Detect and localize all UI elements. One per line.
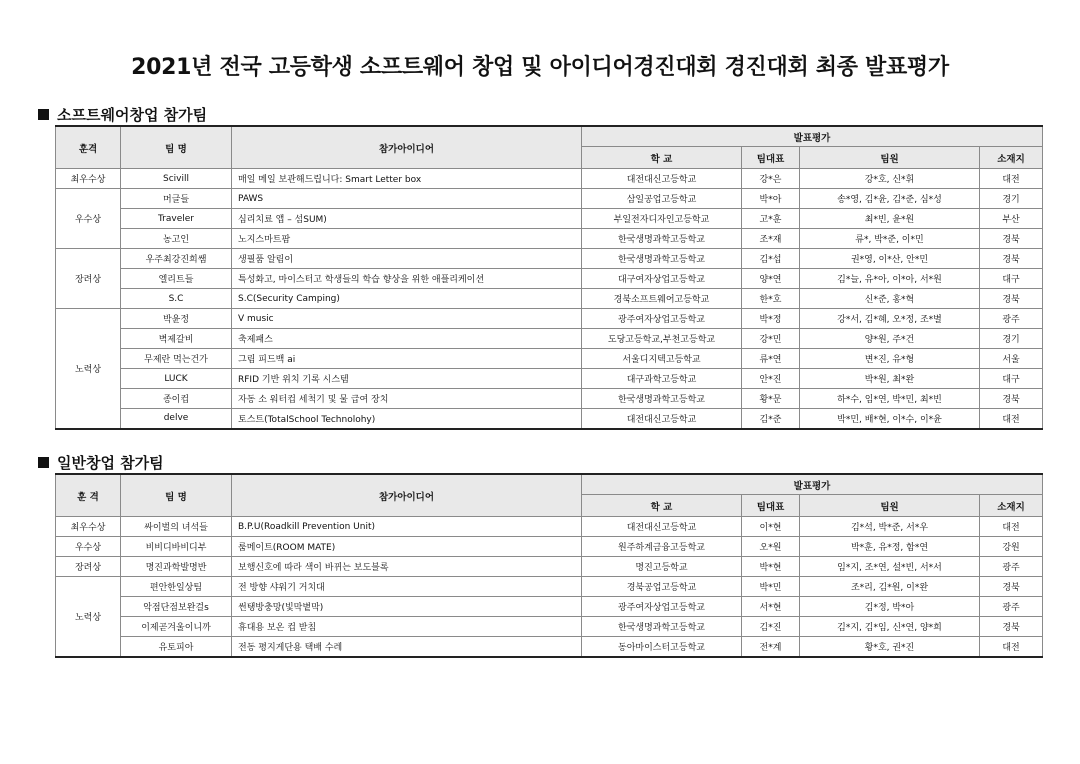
leader-cell: 김*진 — [742, 617, 800, 637]
header-team: 팀 명 — [121, 126, 232, 169]
region-cell: 광주 — [980, 597, 1043, 617]
header-school: 학 교 — [582, 147, 742, 169]
idea-cell: 자동 소 워터컵 세척기 및 물 급여 장치 — [232, 389, 582, 409]
leader-cell: 황*문 — [742, 389, 800, 409]
team-name-cell: LUCK — [121, 369, 232, 389]
members-cell: 김*늘, 유*아, 이*아, 서*원 — [800, 269, 980, 289]
leader-cell: 한*호 — [742, 289, 800, 309]
school-cell: 서울디지텍고등학교 — [582, 349, 742, 369]
leader-cell: 서*현 — [742, 597, 800, 617]
header-region: 소재지 — [980, 147, 1043, 169]
members-cell: 송*영, 김*윤, 김*준, 심*성 — [800, 189, 980, 209]
square-bullet-icon — [38, 109, 49, 120]
leader-cell: 류*연 — [742, 349, 800, 369]
leader-cell: 김*준 — [742, 409, 800, 429]
team-name-cell: 농고인 — [121, 229, 232, 249]
award-cell: 장려상 — [56, 249, 121, 309]
header-leader: 팀대표 — [742, 147, 800, 169]
team-name-cell: 비비디바비디부 — [121, 537, 232, 557]
idea-cell: 전 방향 샤워기 거치대 — [232, 577, 582, 597]
header-eval: 발표평가 — [582, 474, 1043, 495]
school-cell: 부일전자디자인고등학교 — [582, 209, 742, 229]
region-cell: 대전 — [980, 169, 1043, 189]
members-cell: 조*리, 김*원, 이*완 — [800, 577, 980, 597]
leader-cell: 김*섭 — [742, 249, 800, 269]
region-cell: 광주 — [980, 557, 1043, 577]
table-row — [56, 229, 1043, 249]
members-cell: 신*준, 홍*혁 — [800, 289, 980, 309]
header-team: 팀 명 — [121, 474, 232, 517]
region-cell: 경북 — [980, 249, 1043, 269]
leader-cell: 강*민 — [742, 329, 800, 349]
header-members: 팀원 — [800, 495, 980, 517]
school-cell: 명진고등학교 — [582, 557, 742, 577]
team-name-cell: S.C — [121, 289, 232, 309]
idea-cell: RFID 기반 위치 기록 시스템 — [232, 369, 582, 389]
school-cell: 대구과학고등학교 — [582, 369, 742, 389]
school-cell: 광주여자상업고등학교 — [582, 597, 742, 617]
region-cell: 대구 — [980, 269, 1043, 289]
team-name-cell: 이제곧겨울이니까 — [121, 617, 232, 637]
section-heading-text: 일반창업 참가팀 — [57, 454, 164, 472]
section-heading-software — [38, 104, 207, 125]
members-cell: 박*원, 최*완 — [800, 369, 980, 389]
members-cell: 류*, 박*준, 이*민 — [800, 229, 980, 249]
school-cell: 동아마이스터고등학교 — [582, 637, 742, 657]
idea-cell: B.P.U(Roadkill Prevention Unit) — [232, 517, 582, 537]
members-cell: 박*민, 배*현, 이*수, 이*윤 — [800, 409, 980, 429]
leader-cell: 이*현 — [742, 517, 800, 537]
team-name-cell: 유토피아 — [121, 637, 232, 657]
members-cell: 김*정, 박*아 — [800, 597, 980, 617]
idea-cell: 전동 평지게단용 택배 수레 — [232, 637, 582, 657]
school-cell: 경북소프트웨어고등학교 — [582, 289, 742, 309]
members-cell: 김*석, 박*준, 서*우 — [800, 517, 980, 537]
idea-cell: V music — [232, 309, 582, 329]
team-name-cell: 무제란 먹는건가 — [121, 349, 232, 369]
leader-cell: 조*재 — [742, 229, 800, 249]
leader-cell: 박*현 — [742, 557, 800, 577]
table-row — [56, 369, 1043, 389]
table-body — [56, 169, 1043, 429]
award-cell: 장려상 — [56, 557, 121, 577]
software-team-table — [55, 125, 1043, 430]
award-cell: 우수상 — [56, 537, 121, 557]
leader-cell: 박*민 — [742, 577, 800, 597]
members-cell: 권*영, 이*산, 안*민 — [800, 249, 980, 269]
idea-cell: PAWS — [232, 189, 582, 209]
team-name-cell: delve — [121, 409, 232, 429]
table-row — [56, 249, 1043, 269]
header-leader: 팀대표 — [742, 495, 800, 517]
idea-cell: 보행신호에 따라 색이 바뀌는 보도블록 — [232, 557, 582, 577]
header-school: 학 교 — [582, 495, 742, 517]
idea-cell: 매일 메일 보관해드립니다: Smart Letter box — [232, 169, 582, 189]
table-row — [56, 289, 1043, 309]
members-cell: 최*빈, 윤*원 — [800, 209, 980, 229]
header-region: 소재지 — [980, 495, 1043, 517]
leader-cell: 안*진 — [742, 369, 800, 389]
award-cell: 노력상 — [56, 309, 121, 429]
table-row — [56, 269, 1043, 289]
team-name-cell: 우주최강진희쌤 — [121, 249, 232, 269]
team-name-cell: 머글들 — [121, 189, 232, 209]
leader-cell: 강*은 — [742, 169, 800, 189]
table-row — [56, 189, 1043, 209]
region-cell: 경북 — [980, 617, 1043, 637]
header-award: 훈격 — [56, 126, 121, 169]
award-cell: 우수상 — [56, 189, 121, 249]
members-cell: 변*진, 유*형 — [800, 349, 980, 369]
header-members: 팀원 — [800, 147, 980, 169]
region-cell: 대전 — [980, 409, 1043, 429]
header-idea: 참가아이디어 — [232, 474, 582, 517]
region-cell: 경기 — [980, 329, 1043, 349]
idea-cell: 특성화고, 마이스터고 학생들의 학습 향상을 위한 애플리케이션 — [232, 269, 582, 289]
table-body — [56, 517, 1043, 657]
school-cell: 삼일공업고등학교 — [582, 189, 742, 209]
square-bullet-icon — [38, 457, 49, 468]
table-row — [56, 329, 1043, 349]
members-cell: 양*원, 주*건 — [800, 329, 980, 349]
region-cell: 경북 — [980, 229, 1043, 249]
team-name-cell: Scivill — [121, 169, 232, 189]
header-award: 훈 격 — [56, 474, 121, 517]
idea-cell: 노지스마트팜 — [232, 229, 582, 249]
table-row — [56, 169, 1043, 189]
region-cell: 경북 — [980, 289, 1043, 309]
team-name-cell: 편안한일상팀 — [121, 577, 232, 597]
members-cell: 박*훈, 유*정, 함*연 — [800, 537, 980, 557]
header-idea: 참가아이디어 — [232, 126, 582, 169]
idea-cell: 토스트(TotalSchool Technolohy) — [232, 409, 582, 429]
idea-cell: 심리치료 앱 – 섬SUM) — [232, 209, 582, 229]
team-name-cell: Traveler — [121, 209, 232, 229]
section-heading-text: 소프트웨어창업 참가팀 — [57, 106, 208, 124]
school-cell: 대전대신고등학교 — [582, 409, 742, 429]
team-name-cell: 엘리트들 — [121, 269, 232, 289]
school-cell: 광주여자상업고등학교 — [582, 309, 742, 329]
table-row — [56, 537, 1043, 557]
table-row — [56, 409, 1043, 429]
leader-cell: 오*원 — [742, 537, 800, 557]
table-row — [56, 209, 1043, 229]
award-cell: 최우수상 — [56, 169, 121, 189]
table-row — [56, 617, 1043, 637]
region-cell: 대전 — [980, 637, 1043, 657]
table-row — [56, 557, 1043, 577]
leader-cell: 박*정 — [742, 309, 800, 329]
region-cell: 경북 — [980, 389, 1043, 409]
region-cell: 강원 — [980, 537, 1043, 557]
idea-cell: 생필품 알림이 — [232, 249, 582, 269]
team-name-cell: 종이컵 — [121, 389, 232, 409]
region-cell: 경북 — [980, 577, 1043, 597]
school-cell: 한국생명과학고등학교 — [582, 617, 742, 637]
school-cell: 원주하계금융고등학교 — [582, 537, 742, 557]
school-cell: 경북공업고등학교 — [582, 577, 742, 597]
table-row — [56, 637, 1043, 657]
team-name-cell: 싸이벌의 녀석들 — [121, 517, 232, 537]
table-row — [56, 597, 1043, 617]
members-cell: 강*서, 김*혜, 오*정, 조*별 — [800, 309, 980, 329]
school-cell: 한국생명과학고등학교 — [582, 229, 742, 249]
section-heading-general — [38, 452, 164, 473]
school-cell: 한국생명과학고등학교 — [582, 389, 742, 409]
idea-cell: 휴대용 보온 컵 받침 — [232, 617, 582, 637]
award-cell: 노력상 — [56, 577, 121, 657]
idea-cell: S.C(Security Camping) — [232, 289, 582, 309]
leader-cell: 박*아 — [742, 189, 800, 209]
idea-cell: 썬탱방충망(빛막볕막) — [232, 597, 582, 617]
region-cell: 서울 — [980, 349, 1043, 369]
team-name-cell: 악점단점보완걸s — [121, 597, 232, 617]
region-cell: 부산 — [980, 209, 1043, 229]
idea-cell: 그림 피드백 ai — [232, 349, 582, 369]
leader-cell: 고*훈 — [742, 209, 800, 229]
members-cell: 황*호, 권*진 — [800, 637, 980, 657]
team-name-cell: 명진과학발명반 — [121, 557, 232, 577]
table-row — [56, 389, 1043, 409]
header-eval: 발표평가 — [582, 126, 1043, 147]
region-cell: 광주 — [980, 309, 1043, 329]
page-title: 2021년 전국 고등학생 소프트웨어 창업 및 아이디어경진대회 경진대회 최종 발표평가 — [131, 55, 949, 80]
region-cell: 대구 — [980, 369, 1043, 389]
members-cell: 임*지, 조*연, 설*빈, 서*서 — [800, 557, 980, 577]
leader-cell: 양*연 — [742, 269, 800, 289]
leader-cell: 전*계 — [742, 637, 800, 657]
award-cell: 최우수상 — [56, 517, 121, 537]
team-name-cell: 박윤정 — [121, 309, 232, 329]
school-cell: 대구여자상업고등학교 — [582, 269, 742, 289]
school-cell: 대전대신고등학교 — [582, 517, 742, 537]
team-name-cell: 벽제갈비 — [121, 329, 232, 349]
general-team-table — [55, 473, 1043, 658]
table-row — [56, 577, 1043, 597]
school-cell: 대전대신고등학교 — [582, 169, 742, 189]
table-row — [56, 309, 1043, 329]
school-cell: 한국생명과학고등학교 — [582, 249, 742, 269]
members-cell: 김*지, 김*임, 신*연, 양*희 — [800, 617, 980, 637]
idea-cell: 축제패스 — [232, 329, 582, 349]
table-row — [56, 349, 1043, 369]
members-cell: 하*수, 임*연, 박*민, 최*빈 — [800, 389, 980, 409]
region-cell: 대전 — [980, 517, 1043, 537]
region-cell: 경기 — [980, 189, 1043, 209]
table-row — [56, 517, 1043, 537]
members-cell: 강*호, 신*휘 — [800, 169, 980, 189]
idea-cell: 룸메이트(ROOM MATE) — [232, 537, 582, 557]
school-cell: 도당고등학교,부천고등학교 — [582, 329, 742, 349]
